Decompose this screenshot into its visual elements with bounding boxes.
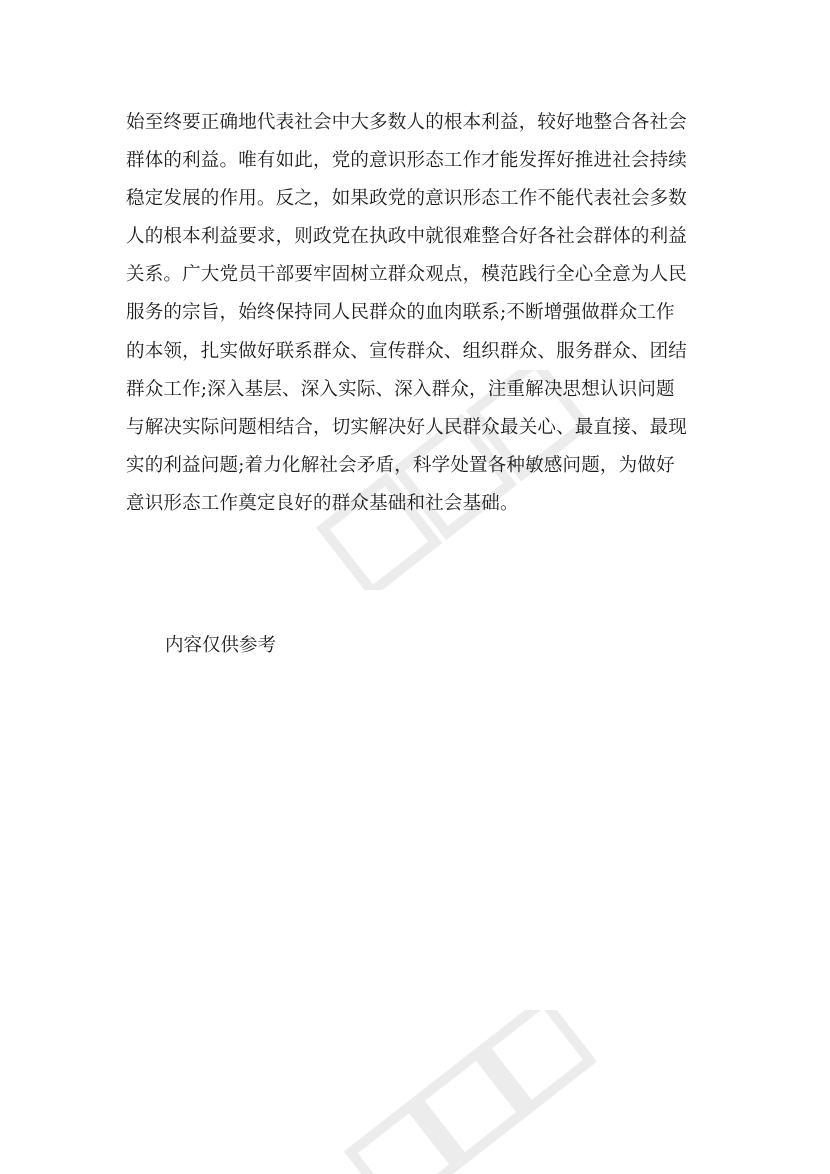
text-line: 与解决实际问题相结合，切实解决好人民群众最关心、最直接、最现: [126, 416, 688, 438]
text-line: 人的根本利益要求，则政党在执政中就很难整合好各社会群体的利益: [126, 226, 688, 248]
text-line: 关系。广大党员干部要牢固树立群众观点，模范践行全心全意为人民: [126, 264, 688, 286]
text-line: 实的利益问题;着力化解社会矛盾，科学处置各种敏感问题，为做好: [126, 454, 675, 476]
body-paragraph: [126, 104, 726, 523]
text-line: 意识形态工作奠定良好的群众基础和社会基础。: [126, 492, 519, 514]
text-line: 群体的利益。唯有如此，党的意识形态工作才能发挥好推进社会持续: [126, 150, 688, 172]
watermark-logo-bottom: [330, 1010, 610, 1174]
text-line: 始至终要正确地代表社会中大多数人的根本利益，较好地整合各社会: [126, 112, 688, 133]
text-line: 稳定发展的作用。反之，如果政党的意识形态工作不能代表社会多数: [126, 188, 688, 210]
text-line: 群众工作;深入基层、深入实际、深入群众，注重解决思想认识问题: [126, 378, 675, 400]
text-line: 的本领，扎实做好联系群众、宣传群众、组织群众、服务群众、团结: [126, 340, 688, 362]
text-line: 服务的宗旨，始终保持同人民群众的血肉联系;不断增强做群众工作: [126, 302, 675, 324]
reference-note: 内容仅供参考: [165, 635, 277, 656]
